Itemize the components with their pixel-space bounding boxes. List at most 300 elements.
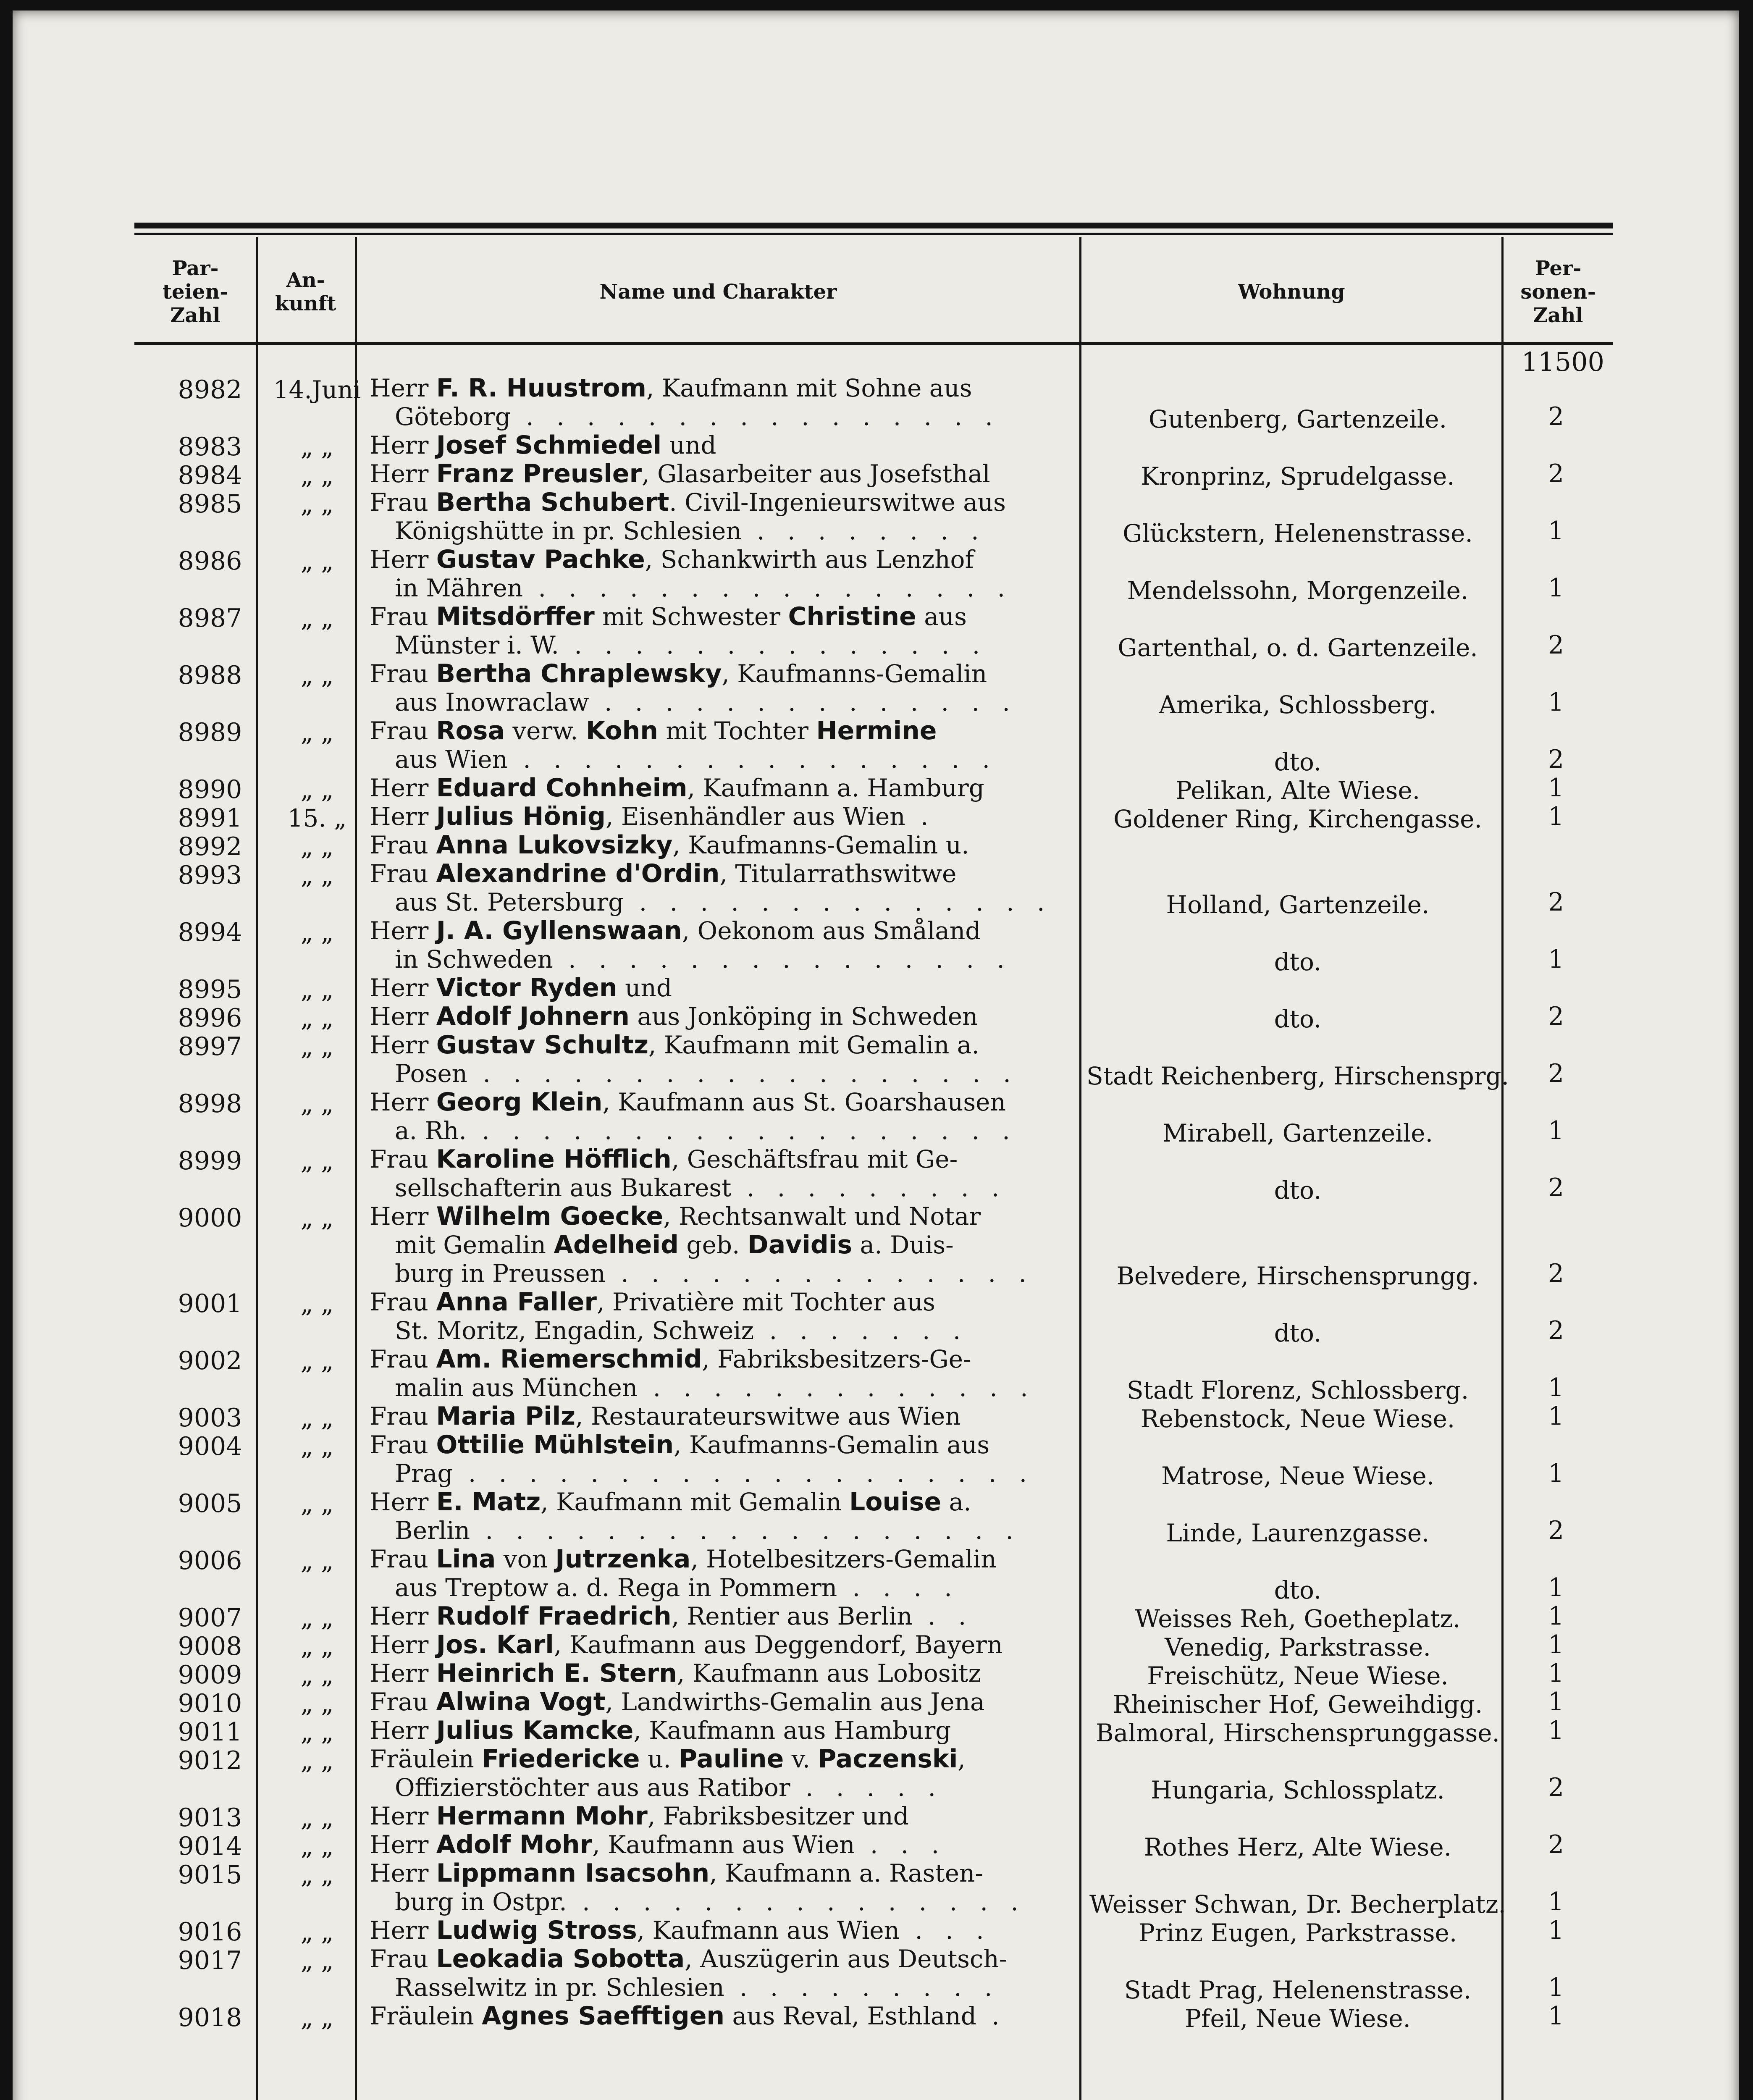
parteien-zahl-cell: 9004 <box>178 1432 242 1461</box>
table-row <box>134 1945 1613 2002</box>
ankunft-cell: „ „ <box>300 547 334 575</box>
table-row <box>134 831 1613 859</box>
name-line <box>370 545 1218 574</box>
name-text: Frau <box>370 602 436 631</box>
leader-dots: . . . <box>855 1830 947 1859</box>
personen-zahl-cell: 2 <box>1548 1316 1564 1345</box>
header-parteien-zahl: Par- teien- Zahl <box>162 257 228 327</box>
personen-zahl-cell: 1 <box>1548 1459 1564 1488</box>
name-line <box>370 831 1218 859</box>
parteien-zahl-cell: 9000 <box>178 1203 242 1233</box>
personen-zahl-cell: 2 <box>1548 745 1564 774</box>
name-line <box>370 602 1218 631</box>
wohnung-cell: Hungaria, Schlossplatz. <box>1151 1776 1445 1804</box>
personen-zahl-cell: 1 <box>1548 1573 1564 1602</box>
ankunft-cell: „ „ <box>300 1432 334 1461</box>
personen-zahl-cell: 2 <box>1548 1830 1564 1859</box>
name-line <box>370 1145 1218 1173</box>
name-text: Berlin <box>395 1516 470 1545</box>
table-row <box>134 1745 1613 1802</box>
personen-zahl-cell: 1 <box>1548 573 1564 603</box>
name-line <box>370 717 1218 745</box>
ankunft-cell: „ „ <box>300 1604 334 1632</box>
name-cell <box>370 1802 1218 1830</box>
parteien-zahl-cell: 8997 <box>178 1032 242 1061</box>
wohnung-cell: Goldener Ring, Kirchengasse. <box>1113 805 1482 833</box>
name-text: , Kaufmann mit Sohne aus <box>646 374 972 402</box>
ankunft-cell: „ „ <box>300 1918 334 1946</box>
wohnung-cell: Stadt Prag, Helenenstrasse. <box>1124 1976 1472 2004</box>
name-text: . Civil-Ingenieurswitwe aus <box>669 488 1006 517</box>
ankunft-cell: „ „ <box>300 1746 334 1775</box>
parteien-zahl-cell: 9001 <box>178 1289 242 1318</box>
name-text: aus Jonköping in Schweden <box>629 1002 978 1031</box>
wohnung-cell: dto. <box>1274 1005 1322 1033</box>
parteien-zahl-cell: 9006 <box>178 1546 242 1575</box>
name-text: aus Treptow a. d. Rega in Pommern <box>395 1573 837 1602</box>
leader-dots: . . . . . . . . . . . . . . <box>559 631 988 659</box>
ankunft-cell: „ „ <box>300 1489 334 1518</box>
parteien-zahl-cell: 9017 <box>178 1946 242 1975</box>
name-text: a. Rh. <box>395 1116 467 1145</box>
wohnung-cell: Weisses Reh, Goetheplatz. <box>1135 1604 1461 1633</box>
name-text: Prag <box>395 1459 453 1488</box>
wohnung-cell: Matrose, Neue Wiese. <box>1161 1462 1435 1490</box>
table-row <box>134 1859 1613 1919</box>
wohnung-cell: Amerika, Schlossberg. <box>1159 690 1437 719</box>
name-text: , Titularrathswitwe <box>719 859 957 888</box>
name-text: aus Inowraclaw <box>395 688 589 717</box>
parteien-zahl-cell: 8991 <box>178 803 242 833</box>
personen-zahl-cell: 2 <box>1548 1516 1564 1545</box>
name-line <box>370 431 1218 459</box>
person-name: Victor Ryden <box>436 974 617 1002</box>
name-text: Herr <box>370 1916 436 1945</box>
ankunft-cell: „ „ <box>300 1632 334 1661</box>
table-row <box>134 1659 1613 1688</box>
leader-dots: . . <box>912 1602 974 1630</box>
name-text: burg in Ostpr. <box>395 1887 567 1916</box>
name-text: aus St. Petersburg <box>395 888 624 916</box>
name-text: Herr <box>370 1031 436 1059</box>
name-text: , Glasarbeiter aus Josefsthal <box>642 459 990 488</box>
leader-dots: . . . . <box>837 1573 960 1602</box>
person-name: F. R. Huustrom <box>436 374 647 402</box>
name-text: , Fabriksbesitzer und <box>647 1802 909 1830</box>
personen-zahl-cell: 2 <box>1548 1173 1564 1202</box>
name-text: , Rechtsanwalt und Notar <box>663 1202 981 1231</box>
table-row <box>134 1545 1613 1602</box>
personen-zahl-cell: 1 <box>1548 1716 1564 1745</box>
name-text: Posen <box>395 1059 468 1088</box>
person-name: Anna Faller <box>436 1288 597 1316</box>
name-text: Göteborg <box>395 402 511 431</box>
table-row <box>134 1488 1613 1545</box>
wohnung-cell: Glückstern, Helenenstrasse. <box>1123 519 1473 548</box>
personen-zahl-cell: 1 <box>1548 945 1564 974</box>
parteien-zahl-cell: 8993 <box>178 861 242 890</box>
parteien-zahl-cell: 9003 <box>178 1403 242 1433</box>
ankunft-cell: „ „ <box>300 1689 334 1718</box>
personen-zahl-cell: 1 <box>1548 1373 1564 1402</box>
header-ankunft: An- kunft <box>275 268 336 315</box>
header-personen-zahl: Per- sonen- Zahl <box>1520 257 1596 327</box>
name-text: , Restaurateurswitwe aus Wien <box>575 1402 961 1431</box>
ankunft-cell: „ „ <box>300 1661 334 1689</box>
name-text: Frau <box>370 659 436 688</box>
wohnung-cell: dto. <box>1274 748 1322 776</box>
wohnung-cell: dto. <box>1274 1576 1322 1604</box>
name-line <box>370 1431 1218 1459</box>
name-text: , Kaufmann mit Gemalin <box>541 1488 850 1516</box>
name-text: Frau <box>370 488 436 517</box>
table-row <box>134 1431 1613 1488</box>
person-name: Bertha Schubert <box>436 488 669 517</box>
ankunft-cell: „ „ <box>300 1832 334 1861</box>
name-cell <box>370 974 1218 1002</box>
name-text: Offizierstöchter aus aus Ratibor <box>395 1773 790 1802</box>
top-rule-thick <box>134 223 1613 228</box>
personen-zahl-cell: 1 <box>1548 802 1564 831</box>
table-row <box>134 1716 1613 1745</box>
name-text: , Kaufmann aus Wien <box>637 1916 900 1945</box>
name-text: Herr <box>370 774 436 802</box>
personen-zahl-cell: 1 <box>1548 1887 1564 1916</box>
name-text: malin aus München <box>395 1373 638 1402</box>
person-name: Alexandrine d'Ordin <box>436 859 720 888</box>
table-row <box>134 859 1613 919</box>
parteien-zahl-cell: 9013 <box>178 1803 242 1832</box>
table-row <box>134 802 1613 831</box>
name-text: Herr <box>370 1630 436 1659</box>
name-text: Herr <box>370 1802 436 1830</box>
person-name: Lina <box>436 1545 496 1573</box>
ankunft-cell: „ „ <box>300 975 334 1004</box>
ankunft-cell: „ „ <box>300 1004 334 1032</box>
person-name: Ludwig Stross <box>436 1916 637 1945</box>
name-line <box>370 1288 1218 1316</box>
name-text: , Geschäftsfrau mit Ge- <box>671 1145 958 1173</box>
wohnung-cell: Weisser Schwan, Dr. Becherplatz. <box>1089 1890 1506 1919</box>
name-text: , Kaufmann aus Hamburg <box>633 1716 951 1745</box>
wohnung-cell: Venedig, Parkstrasse. <box>1165 1633 1431 1662</box>
ankunft-cell: „ „ <box>300 1718 334 1746</box>
name-cell <box>370 431 1218 459</box>
name-text: Herr <box>370 1088 436 1116</box>
person-name: Adelheid <box>554 1231 679 1259</box>
personen-zahl-cell: 2 <box>1548 402 1564 431</box>
name-line <box>370 1088 1218 1116</box>
person-name: Hermann Mohr <box>436 1802 648 1830</box>
leader-dots: . . . . . . . . . . . . . . . <box>567 1887 1026 1916</box>
personen-zahl-cell: 1 <box>1548 1116 1564 1145</box>
ankunft-cell: „ „ <box>300 1147 334 1175</box>
parteien-zahl-cell: 8992 <box>178 832 242 861</box>
name-text: u. <box>640 1745 679 1773</box>
leader-dots: . . . . . . . . . . . . . . <box>605 1259 1034 1288</box>
wohnung-cell: Freischütz, Neue Wiese. <box>1147 1662 1449 1690</box>
parteien-zahl-cell: 9008 <box>178 1632 242 1661</box>
table-row <box>134 459 1613 491</box>
person-name: Louise <box>849 1488 942 1516</box>
leader-dots: . . . . . . . <box>754 1316 968 1345</box>
leader-dots: . . . . . . . . . . . . . <box>638 1373 1036 1402</box>
name-text: , Auszügerin aus Deutsch- <box>685 1945 1008 1973</box>
name-text: Herr <box>370 374 436 402</box>
leader-dots: . . . . . . . . . <box>724 1973 1000 2002</box>
name-text: Herr <box>370 431 436 459</box>
ankunft-cell: „ „ <box>300 604 334 633</box>
name-text: burg in Preussen <box>395 1259 606 1288</box>
parteien-zahl-cell: 9005 <box>178 1489 242 1518</box>
parteien-zahl-cell: 9018 <box>178 2003 242 2032</box>
name-text: , Kaufmanns-Gemalin <box>722 659 987 688</box>
name-text: Rasselwitz in pr. Schlesien <box>395 1973 724 2002</box>
name-text: Frau <box>370 1145 436 1173</box>
parteien-zahl-cell: 8999 <box>178 1146 242 1176</box>
person-name: Pauline <box>679 1745 784 1773</box>
leader-dots: . . . . . . . . . . . . . . . . . . <box>467 1059 1018 1088</box>
name-text: mit Gemalin <box>395 1231 554 1259</box>
table-row <box>134 1630 1613 1662</box>
wohnung-cell: Rothes Herz, Alte Wiese. <box>1144 1833 1452 1861</box>
name-text: , Kaufmanns-Gemalin u. <box>672 831 969 859</box>
person-name: Paczenski <box>818 1745 958 1773</box>
wohnung-cell: Gartenthal, o. d. Gartenzeile. <box>1118 633 1478 662</box>
person-name: Georg Klein <box>436 1088 603 1116</box>
person-name: Kohn <box>585 717 658 745</box>
name-line <box>370 1031 1218 1059</box>
name-text: Herr <box>370 545 436 574</box>
ankunft-cell: „ „ <box>300 1204 334 1232</box>
name-text: aus <box>916 602 967 631</box>
name-text: Fräulein <box>370 1745 482 1773</box>
person-name: Julius Hönig <box>436 802 606 831</box>
parteien-zahl-cell: 9009 <box>178 1660 242 1690</box>
table-row <box>134 1687 1613 1719</box>
ankunft-cell: „ „ <box>300 1803 334 1832</box>
table-row <box>134 374 1613 431</box>
personen-zahl-cell: 1 <box>1548 2001 1564 2031</box>
ankunft-cell: „ „ <box>300 861 334 890</box>
wohnung-cell: Pfeil, Neue Wiese. <box>1185 2004 1411 2033</box>
leader-dots: . <box>905 802 936 831</box>
ankunft-cell: „ „ <box>300 1347 334 1375</box>
person-name: Davidis <box>747 1231 853 1259</box>
person-name: Jos. Karl <box>436 1630 554 1659</box>
name-text: in Schweden <box>395 945 553 974</box>
guest-register-table <box>134 223 1613 2100</box>
parteien-zahl-cell: 8989 <box>178 718 242 747</box>
name-line <box>370 1802 1218 1830</box>
ankunft-cell: „ „ <box>300 461 334 490</box>
person-name: Adolf Johnern <box>436 1002 630 1031</box>
name-text: , Kaufmann a. Hamburg <box>687 774 984 802</box>
header-wohnung: Wohnung <box>1238 280 1345 304</box>
table-row <box>134 1145 1613 1205</box>
name-text: Herr <box>370 1830 436 1859</box>
ankunft-cell: „ „ <box>300 918 334 947</box>
parteien-zahl-cell: 8986 <box>178 546 242 576</box>
name-text: von <box>496 1545 556 1573</box>
table-row <box>134 1031 1613 1088</box>
leader-dots: . . . . . . . . . . . . . . . <box>553 945 1012 974</box>
name-text: , Fabriksbesitzers-Ge- <box>702 1345 971 1373</box>
personen-zahl-cell: 1 <box>1548 1659 1564 1688</box>
personen-zahl-cell: 1 <box>1548 688 1564 717</box>
person-name: Heinrich E. Stern <box>436 1659 677 1688</box>
name-line <box>370 916 1218 945</box>
name-line <box>370 659 1218 688</box>
name-text: St. Moritz, Engadin, Schweiz <box>395 1316 754 1345</box>
wohnung-cell: Stadt Florenz, Schlossberg. <box>1126 1376 1469 1404</box>
name-text: , Kaufmann aus Deggendorf, Bayern <box>554 1630 1003 1659</box>
top-rule-thin <box>134 233 1613 235</box>
name-text: und <box>617 974 672 1002</box>
name-text: , Kaufmann aus St. Goarshausen <box>602 1088 1006 1116</box>
table-row <box>134 1002 1613 1031</box>
name-text: , Privatière mit Tochter aus <box>596 1288 935 1316</box>
table-row <box>134 1345 1613 1402</box>
leader-dots: . . . . . <box>790 1773 943 1802</box>
name-text: aus Wien <box>395 745 508 774</box>
wohnung-cell: Balmoral, Hirschensprunggasse. <box>1096 1719 1500 1747</box>
wohnung-cell: dto. <box>1274 1319 1322 1347</box>
name-text: Herr <box>370 1716 436 1745</box>
person-name: Agnes Saefftigen <box>482 2002 725 2030</box>
ankunft-cell: 15. „ <box>287 804 347 832</box>
personen-zahl-cell: 2 <box>1548 1773 1564 1802</box>
parteien-zahl-cell: 9010 <box>178 1689 242 1718</box>
leader-dots: . . . . . . . . . . . . . . . . . . <box>466 1116 1018 1145</box>
leader-dots: . . . <box>899 1916 992 1945</box>
parteien-zahl-cell: 9015 <box>178 1860 242 1890</box>
ankunft-cell: „ „ <box>300 661 334 690</box>
parteien-zahl-cell: 9012 <box>178 1746 242 1775</box>
name-text: Fräulein <box>370 2002 482 2030</box>
parteien-zahl-cell: 8983 <box>178 432 242 462</box>
wohnung-cell: dto. <box>1274 948 1322 976</box>
leader-dots: . . . . . . . . . . . . . . . . . . . <box>453 1459 1035 1488</box>
ankunft-cell: „ „ <box>300 1089 334 1118</box>
person-name: Am. Riemerschmid <box>436 1345 702 1373</box>
parteien-zahl-cell: 8985 <box>178 489 242 519</box>
wohnung-cell: Holland, Gartenzeile. <box>1166 890 1430 919</box>
ankunft-cell: „ „ <box>300 433 334 461</box>
parteien-zahl-cell: 8994 <box>178 918 242 947</box>
name-text: Frau <box>370 717 436 745</box>
wohnung-cell: Linde, Laurenzgasse. <box>1166 1519 1430 1547</box>
leader-dots: . . . . . . . . <box>741 517 987 545</box>
name-text: , Landwirths-Gemalin aus Jena <box>605 1688 985 1716</box>
person-name: Josef Schmiedel <box>436 431 662 459</box>
person-name: Lippmann Isacsohn <box>436 1859 710 1887</box>
name-text: Herr <box>370 974 436 1002</box>
name-text: a. <box>941 1488 971 1516</box>
name-text: Herr <box>370 1202 436 1231</box>
leader-dots: . <box>976 2002 1007 2030</box>
wohnung-cell: Rheinischer Hof, Geweihdigg. <box>1113 1690 1483 1719</box>
person-name: Karoline Höfflich <box>436 1145 672 1173</box>
name-text: geb. <box>679 1231 748 1259</box>
wohnung-cell: Kronprinz, Sprudelgasse. <box>1141 462 1455 491</box>
parteien-zahl-cell: 8987 <box>178 604 242 633</box>
personen-zahl-cell: 2 <box>1548 1002 1564 1031</box>
name-text: , Schankwirth aus Lenzhof <box>645 545 974 574</box>
name-text: aus Reval, Esthland <box>724 2002 976 2030</box>
header-name-und-charakter: Name und Charakter <box>599 280 837 304</box>
personen-zahl-cell: 2 <box>1548 630 1564 660</box>
name-text: Frau <box>370 1345 436 1373</box>
table-row <box>134 1916 1613 1945</box>
name-line <box>370 1545 1218 1573</box>
name-line <box>370 1231 1218 1259</box>
wohnung-cell: Mirabell, Gartenzeile. <box>1162 1119 1433 1147</box>
name-line <box>370 1945 1218 1973</box>
person-name: Rudolf Fraedrich <box>436 1602 672 1630</box>
parteien-zahl-cell: 9011 <box>178 1717 242 1747</box>
person-name: Jutrzenka <box>555 1545 691 1573</box>
personen-zahl-cell: 2 <box>1548 1059 1564 1088</box>
wohnung-cell: Pelikan, Alte Wiese. <box>1175 776 1420 805</box>
scanned-page <box>13 10 1739 2100</box>
leader-dots: . . . . . . . . . . . . . . . . . . <box>470 1516 1021 1545</box>
name-line <box>370 1745 1218 1773</box>
ankunft-cell: „ „ <box>300 1946 334 1975</box>
table-row <box>134 545 1613 605</box>
person-name: Adolf Mohr <box>436 1830 593 1859</box>
table-row <box>134 1601 1613 1633</box>
name-text: , Kaufmann aus Lobositz <box>677 1659 981 1688</box>
personen-zahl-cell: 1 <box>1548 1630 1564 1659</box>
table-row <box>134 1088 1613 1145</box>
name-text: Königshütte in pr. Schlesien <box>395 517 742 545</box>
table-row <box>134 1802 1613 1830</box>
table-row <box>134 1288 1613 1345</box>
parteien-zahl-cell: 8990 <box>178 775 242 804</box>
name-text: v. <box>784 1745 818 1773</box>
leader-dots: . . . . . . . . . . . . . . <box>624 888 1052 916</box>
leader-dots: . . . . . . . . . <box>731 1173 1007 1202</box>
name-line <box>370 859 1218 888</box>
ankunft-cell: „ „ <box>300 490 334 518</box>
name-text: a. Duis- <box>852 1231 954 1259</box>
wohnung-cell: Stadt Reichenberg, Hirschensprg. <box>1086 1062 1509 1090</box>
table-row <box>134 2001 1613 2033</box>
person-name: Eduard Cohnheim <box>436 774 688 802</box>
name-text: Herr <box>370 459 436 488</box>
ankunft-cell: „ „ <box>300 1404 334 1432</box>
ankunft-cell: 14.Juni <box>273 375 361 404</box>
personen-zahl-cell: 1 <box>1548 1687 1564 1717</box>
name-text: Frau <box>370 859 436 888</box>
table-row <box>134 431 1613 462</box>
name-text: Herr <box>370 916 436 945</box>
person-name: J. A. Gyllenswaan <box>436 916 682 945</box>
personen-zahl-cell: 1 <box>1548 516 1564 546</box>
register-rows <box>134 374 1613 2033</box>
personen-zahl-cell: 1 <box>1548 1402 1564 1431</box>
name-text: Frau <box>370 1545 436 1573</box>
ankunft-cell: „ „ <box>300 2003 334 2032</box>
person-name: Rosa <box>436 717 505 745</box>
ankunft-cell: „ „ <box>300 1289 334 1318</box>
name-text: mit Schwester <box>594 602 788 631</box>
name-text: Münster i. W. <box>395 631 559 659</box>
table-row <box>134 1202 1613 1288</box>
name-line <box>370 1859 1218 1887</box>
ankunft-cell: „ „ <box>300 832 334 861</box>
